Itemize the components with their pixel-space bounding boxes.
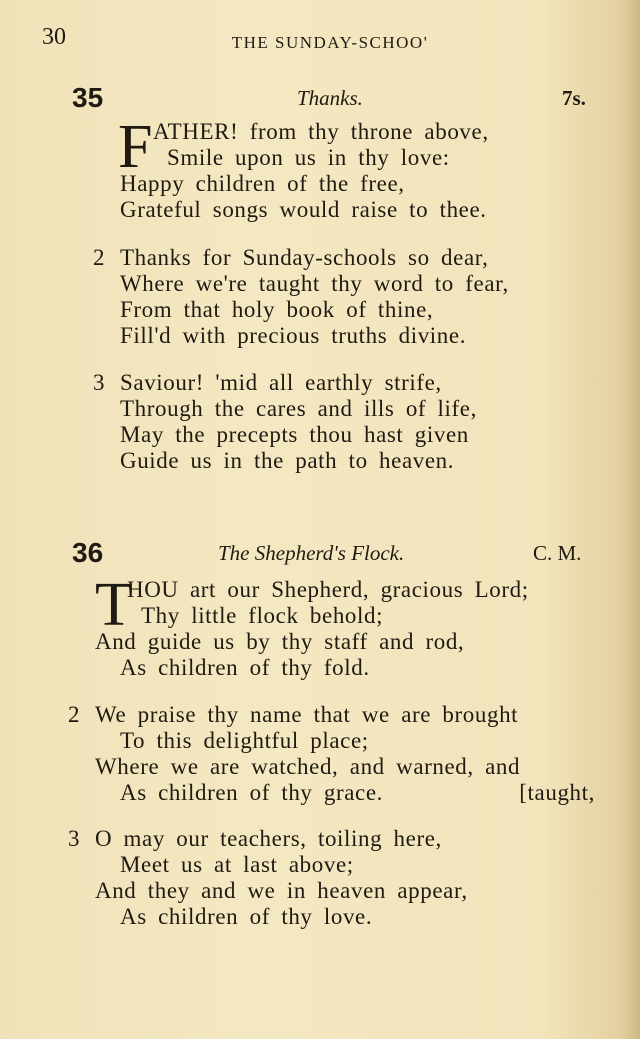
verse-line: Saviour! 'mid all earthly strife, — [120, 370, 442, 395]
drop-cap: T — [95, 571, 133, 639]
verse-line: Thanks for Sunday-schools so dear, — [120, 245, 489, 270]
hymn-meter: 7s. — [562, 86, 586, 110]
verse-line: ATHER! from thy throne above, — [153, 119, 489, 144]
hymn-number: 36 — [72, 537, 104, 568]
verse-line: And guide us by thy staff and rod, — [95, 629, 465, 654]
drop-cap: F — [118, 113, 153, 181]
verse-line: Meet us at last above; — [120, 852, 354, 877]
stanza-3 — [68, 826, 595, 930]
hymn-meter: C. M. — [533, 541, 582, 565]
stanza-number: 3 — [68, 826, 81, 851]
verse-line: Through the cares and ills of life, — [120, 396, 477, 421]
verse-line: As children of thy fold. — [120, 655, 370, 680]
verse-line: And they and we in heaven appear, — [95, 878, 468, 903]
hymn-title: The Shepherd's Flock. — [218, 541, 405, 565]
stanza-number: 2 — [93, 245, 106, 270]
verse-line: Smile upon us in thy love: — [167, 145, 450, 170]
verse-line: As children of thy grace. — [120, 780, 384, 805]
stanza-1 — [118, 113, 489, 223]
page-number: 30 — [42, 24, 66, 50]
verse-line: We praise thy name that we are brought — [95, 702, 519, 727]
verse-line: From that holy book of thine, — [120, 297, 434, 322]
stanza-2 — [93, 245, 509, 349]
verse-line: Fill'd with precious truths divine. — [120, 323, 467, 348]
verse-line: Happy children of the free, — [120, 171, 405, 196]
stanza-3 — [93, 370, 477, 474]
verse-line: Guide us in the path to heaven. — [120, 448, 455, 473]
stanza-2 — [68, 702, 595, 806]
stanza-number: 2 — [68, 702, 81, 727]
turnover-word: [taught, — [519, 780, 595, 805]
running-head: THE SUNDAY-SCHOO' — [231, 33, 429, 52]
verse-line: O may our teachers, toiling here, — [95, 826, 442, 851]
hymn-number: 35 — [72, 82, 104, 113]
hymn-title: Thanks. — [297, 86, 363, 110]
verse-line: Grateful songs would raise to thee. — [120, 197, 487, 222]
verse-line-with-turnover — [95, 780, 595, 806]
verse-line: To this delightful place; — [120, 728, 369, 753]
verse-line: As children of thy love. — [120, 904, 373, 929]
verse-line: HOU art our Shepherd, gracious Lord; — [127, 577, 529, 602]
verse-line: Where we are watched, and warned, and — [95, 754, 521, 779]
verse-line: Thy little flock behold; — [141, 603, 384, 628]
verse-line: May the precepts thou hast given — [120, 422, 469, 447]
stanza-1 — [95, 571, 595, 681]
stanza-number: 3 — [93, 370, 106, 395]
verse-line: Where we're taught thy word to fear, — [120, 271, 509, 296]
